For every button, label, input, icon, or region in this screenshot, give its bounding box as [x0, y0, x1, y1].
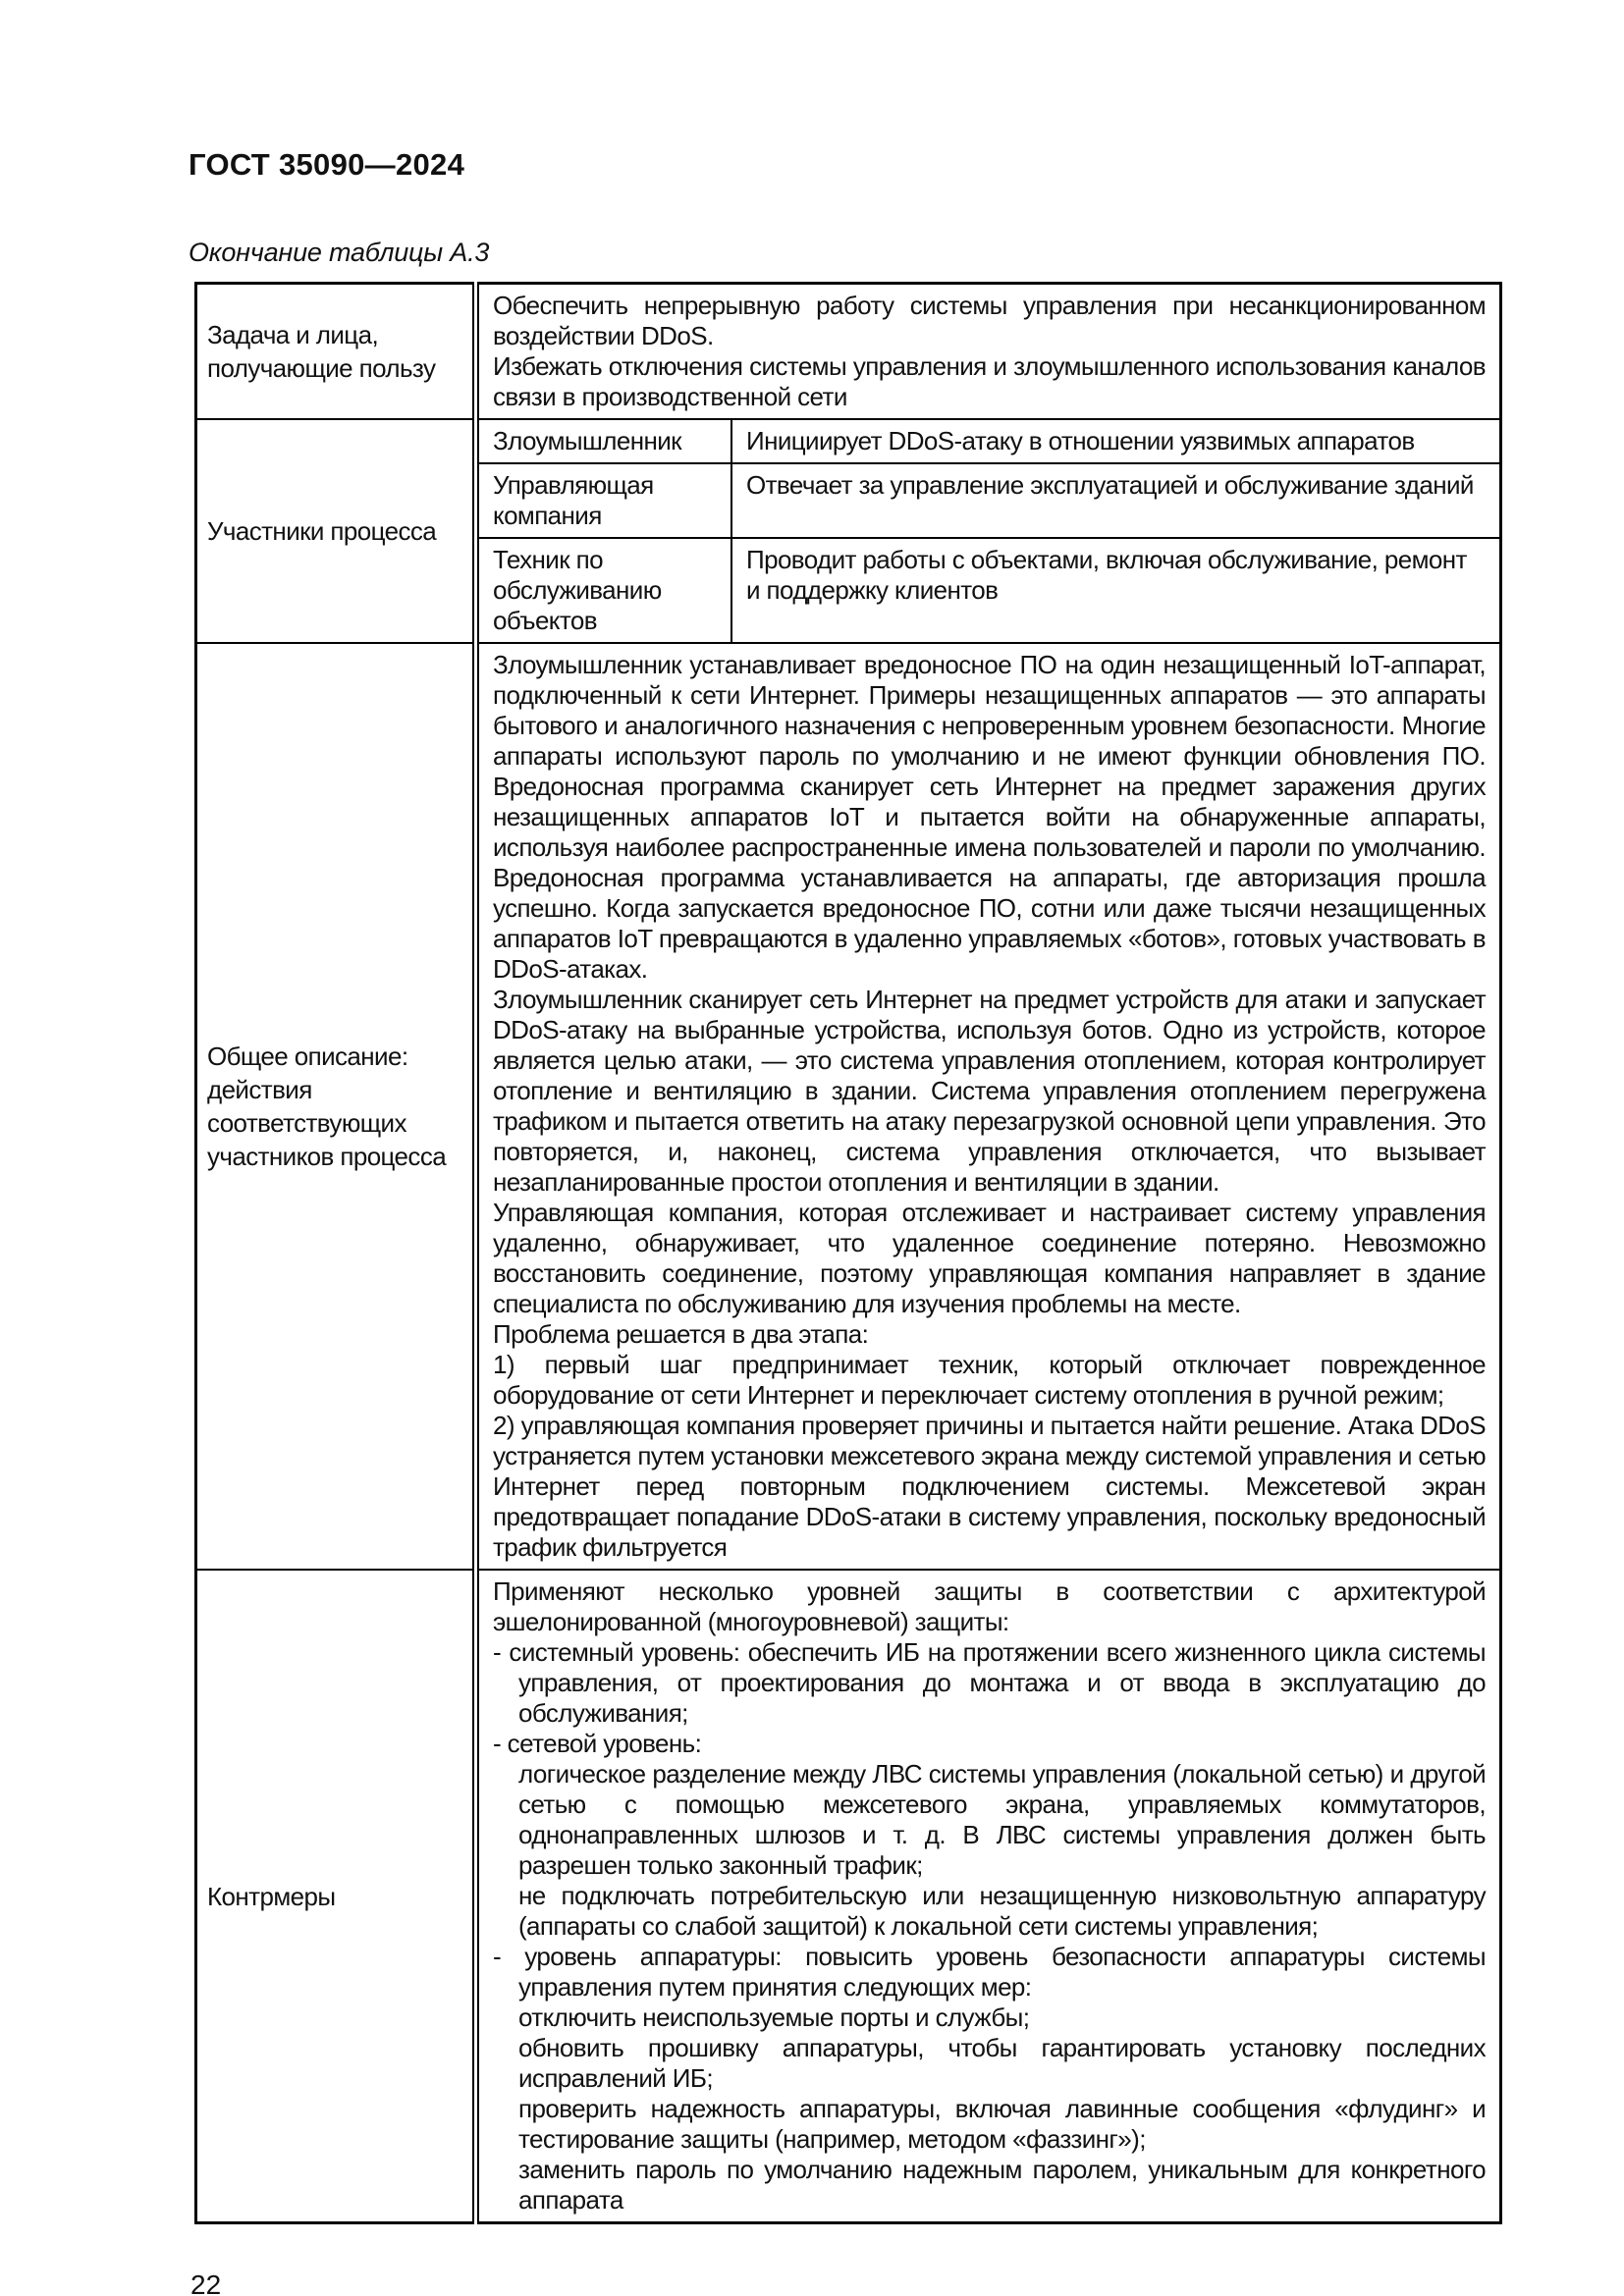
paragraph: - системный уровень: обеспечить ИБ на протяжении всего жизненного цикла системы управления, от проектирования до монтажа и от ввода в эксплуатацию до обслуживания;: [493, 1637, 1486, 1728]
paragraph: логическое разделение между ЛВС системы управления (локальной сетью) и другой сетью с помощью межсетевого экрана, управляемых коммутаторов, однонаправленных шлюзов и т. д. В ЛВС системы управления должен быть разрешен только законный трафик;: [518, 1759, 1486, 1880]
row-label: Участники процесса: [196, 419, 476, 643]
paragraph: - сетевой уровень:: [493, 1729, 702, 1758]
paragraph: Проблема решается в два этапа:: [493, 1319, 869, 1349]
paragraph: - уровень аппаратуры: повысить уровень безопасности аппаратуры системы управления путем принятия следующих мер:: [493, 1942, 1486, 2002]
row-label: Общее описание: действия соответствующих участников процесса: [196, 643, 476, 1570]
paragraph: Управляющая компания, которая отслеживает и настраивает систему управления удаленно, обнаруживает, что удаленное соединение потеряно. Невозможно восстановить соединение, поэтому управляющая компания направляет в здание специалиста по обслуживанию для изучения проблемы на месте.: [493, 1198, 1486, 1318]
row-label: Контрмеры: [196, 1570, 476, 2223]
participant-row: [479, 538, 1499, 642]
table-row-1: [196, 419, 1501, 643]
paragraph: Применяют несколько уровней защиты в соответствии с архитектурой эшелонированной (многоуровневой) защиты:: [493, 1576, 1486, 1636]
doc-code: ГОСТ 35090—2024: [189, 147, 465, 182]
participant-role: Злоумышленник: [479, 420, 731, 463]
row-content: [476, 1570, 1501, 2223]
participant-description: Проводит работы с объектами, включая обслуживание, ремонт и поддержку клиентов: [731, 538, 1499, 642]
row-content: [476, 284, 1501, 420]
table-a3-body: [196, 284, 1501, 2223]
paragraph: не подключать потребительскую или незащищенную низковольтную аппаратуру (аппараты со слабой защитой) к локальной сети системы управления;: [518, 1881, 1486, 1941]
paragraph: Злоумышленник сканирует сеть Интернет на предмет устройств для атаки и запускает DDoS-атаку на выбранные устройства, используя ботов. Одно из устройств, которое является целью атаки, — это система управления отоплением, которая контролирует отопление и вентиляцию в здании. Система управления отоплением перегружена трафиком и пытается ответить на атаку перезагрузкой основной цепи управления. Это повторяется, и, наконец, система управления отключается, что вызывает незапланированные простои отопления и вентиляции в здании.: [493, 985, 1486, 1197]
paragraph: заменить пароль по умолчанию надежным паролем, уникальным для конкретного аппарата: [518, 2155, 1486, 2215]
participant-row: [479, 463, 1499, 538]
participant-role: Техник по обслуживанию объектов: [479, 538, 731, 642]
paragraph: 2) управляющая компания проверяет причины и пытается найти решение. Атака DDoS устраняется путем установки межсетевого экрана между системой управления и сетью Интернет перед повторным подключением системы. Межсетевой экран предотвращает попадание DDoS-атаки в систему управления, поскольку вредоносный трафик фильтруется: [493, 1411, 1486, 1562]
row-label: Задача и лица, получающие пользу: [196, 284, 476, 420]
row-content: [476, 643, 1501, 1570]
paragraph: проверить надежность аппаратуры, включая лавинные сообщения «флудинг» и тестирование защиты (например, методом «фаззинг»);: [518, 2094, 1486, 2154]
table-row-0: [196, 284, 1501, 420]
table-row-2: [196, 643, 1501, 1570]
row-content: [476, 419, 1501, 643]
paragraph: 1) первый шаг предпринимает техник, который отключает поврежденное оборудование от сети Интернет и переключает систему отопления в ручной режим;: [493, 1350, 1486, 1410]
page-number: 22: [190, 2269, 222, 2296]
participant-description: Отвечает за управление эксплуатацией и обслуживание зданий: [731, 463, 1499, 538]
paragraph: Злоумышленник устанавливает вредоносное ПО на один незащищенный IoT-аппарат, подключенный к сети Интернет. Примеры незащищенных аппаратов — это аппараты бытового и аналогичного назначения с непроверенным уровнем безопасности. Многие аппараты используют пароль по умолчанию и не имеют функции обновления ПО. Вредоносная программа сканирует сеть Интернет на предмет заражения других незащищенных аппаратов IoT и пытается войти на обнаруженные аппараты, используя наиболее распространенные имена пользователей и пароли по умолчанию. Вредоносная программа устанавливается на аппараты, где авторизация прошла успешно. Когда запускается вредоносное ПО, сотни или даже тысячи незащищенных аппаратов IoT превращаются в удаленно управляемых «ботов», готовых участвовать в DDoS-атаках.: [493, 650, 1486, 984]
participants-table: [479, 420, 1499, 642]
paragraph: обновить прошивку аппаратуры, чтобы гарантировать установку последних исправлений ИБ;: [518, 2033, 1486, 2093]
paragraph: Избежать отключения системы управления и злоумышленного использования каналов связи в производственной сети: [493, 351, 1486, 411]
participant-description: Инициирует DDoS-атаку в отношении уязвимых аппаратов: [731, 420, 1499, 463]
participant-row: [479, 420, 1499, 463]
participants-table-body: [479, 420, 1499, 642]
paragraph: Обеспечить непрерывную работу системы управления при несанкционированном воздействии DDoS.: [493, 291, 1486, 350]
table-row-3: [196, 1570, 1501, 2223]
table-a3: [194, 282, 1502, 2224]
participant-role: Управляющая компания: [479, 463, 731, 538]
table-caption: Окончание таблицы А.3: [189, 238, 490, 267]
paragraph: отключить неиспользуемые порты и службы;: [518, 2002, 1030, 2032]
